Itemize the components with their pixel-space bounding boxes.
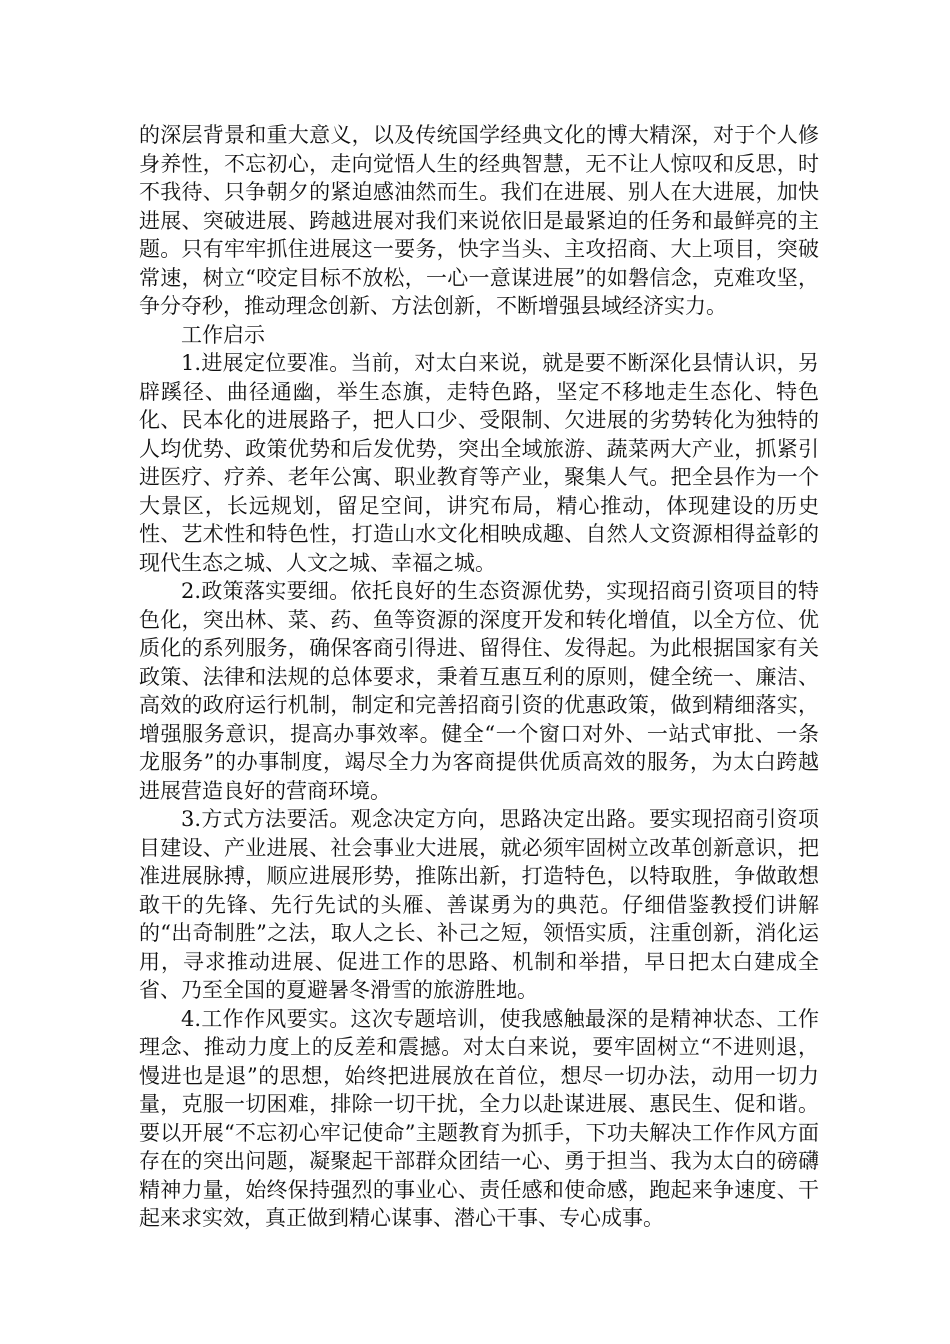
section-heading-work-insights: 工作启示 (181, 322, 265, 347)
paragraph-point-1: 1.进展定位要准。当前，对太白来说，就是要不断深化县情认识，另辟蹊径、曲径通幽，举生态旗，走特色路，坚定不移地走生态化、特色化、民本化的进展路子，把人口少、受限制、欠进展的劣势转化为独特的人均优势、政策优势和后发优势，突出全域旅游、蔬菜两大产业，抓紧引进医疗、疗养、老年公寓、职业教育等产业，聚集人气。把全县作为一个大景区，长远规划，留足空间，讲究布局，精心推动，体现建设的历史性、艺术性和特色性，打造山水文化相映成趣、自然人文资源相得益彰的现代生态之城、人文之城、幸福之城。 (139, 351, 819, 575)
paragraph-point-4: 4.工作作风要实。这次专题培训，使我感触最深的是精神状态、工作理念、推动力度上的反差和震撼。对太白来说，要牢固树立“不进则退，慢进也是退”的思想，始终把进展放在首位，想尽一切办法，动用一切力量，克服一切困难，排除一切干扰，全力以赴谋进展、惠民生、促和谐。要以开展“不忘初心牢记使命”主题教育为抓手，下功夫解决工作作风方面存在的突出问题，凝聚起干部群众团结一心、勇于担当、我为太白的磅礴精神力量，始终保持强烈的事业心、责任感和使命感，跑起来争速度、干起来求实效，真正做到精心谋事、潜心干事、专心成事。 (139, 1006, 819, 1230)
document-body (139, 121, 819, 1233)
paragraph-continuation: 的深层背景和重大意义，以及传统国学经典文化的博大精深，对于个人修身养性，不忘初心，走向觉悟人生的经典智慧，无不让人惊叹和反思，时不我待、只争朝夕的紧迫感油然而生。我们在进展、别人在大进展，加快进展、突破进展、跨越进展对我们来说依旧是最紧迫的任务和最鲜亮的主题。只有牢牢抓住进展这一要务，快字当头、主攻招商、大上项目，突破常速，树立“咬定目标不放松，一心一意谋进展”的如磐信念，克难攻坚，争分夺秒，推动理念创新、方法创新，不断增强县域经济实力。 (139, 123, 819, 318)
paragraph-point-3: 3.方式方法要活。观念决定方向，思路决定出路。要实现招商引资项目建设、产业进展、社会事业大进展，就必须牢固树立改革创新意识，把准进展脉搏，顺应进展形势，推陈出新，打造特色，以特取胜，争做敢想敢干的先锋、先行先试的头雁、善谋勇为的典范。仔细借鉴教授们讲解的“出奇制胜”之法，取人之长、补己之短，领悟实质，注重创新，消化运用，寻求推动进展、促进工作的思路、机制和举措，早日把太白建成全省、乃至全国的夏避暑冬滑雪的旅游胜地。 (139, 807, 819, 1002)
paragraph-point-2: 2.政策落实要细。依托良好的生态资源优势，实现招商引资项目的特色化，突出林、菜、药、鱼等资源的深度开发和转化增值，以全方位、优质化的系列服务，确保客商引得进、留得住、发得起。为此根据国家有关政策、法律和法规的总体要求，秉着互惠互利的原则，健全统一、廉洁、高效的政府运行机制，制定和完善招商引资的优惠政策，做到精细落实，增强服务意识，提高办事效率。健全“一个窗口对外、一站式审批、一条龙服务”的办事制度，竭尽全力为客商提供优质高效的服务，为太白跨越进展营造良好的营商环境。 (139, 579, 819, 803)
